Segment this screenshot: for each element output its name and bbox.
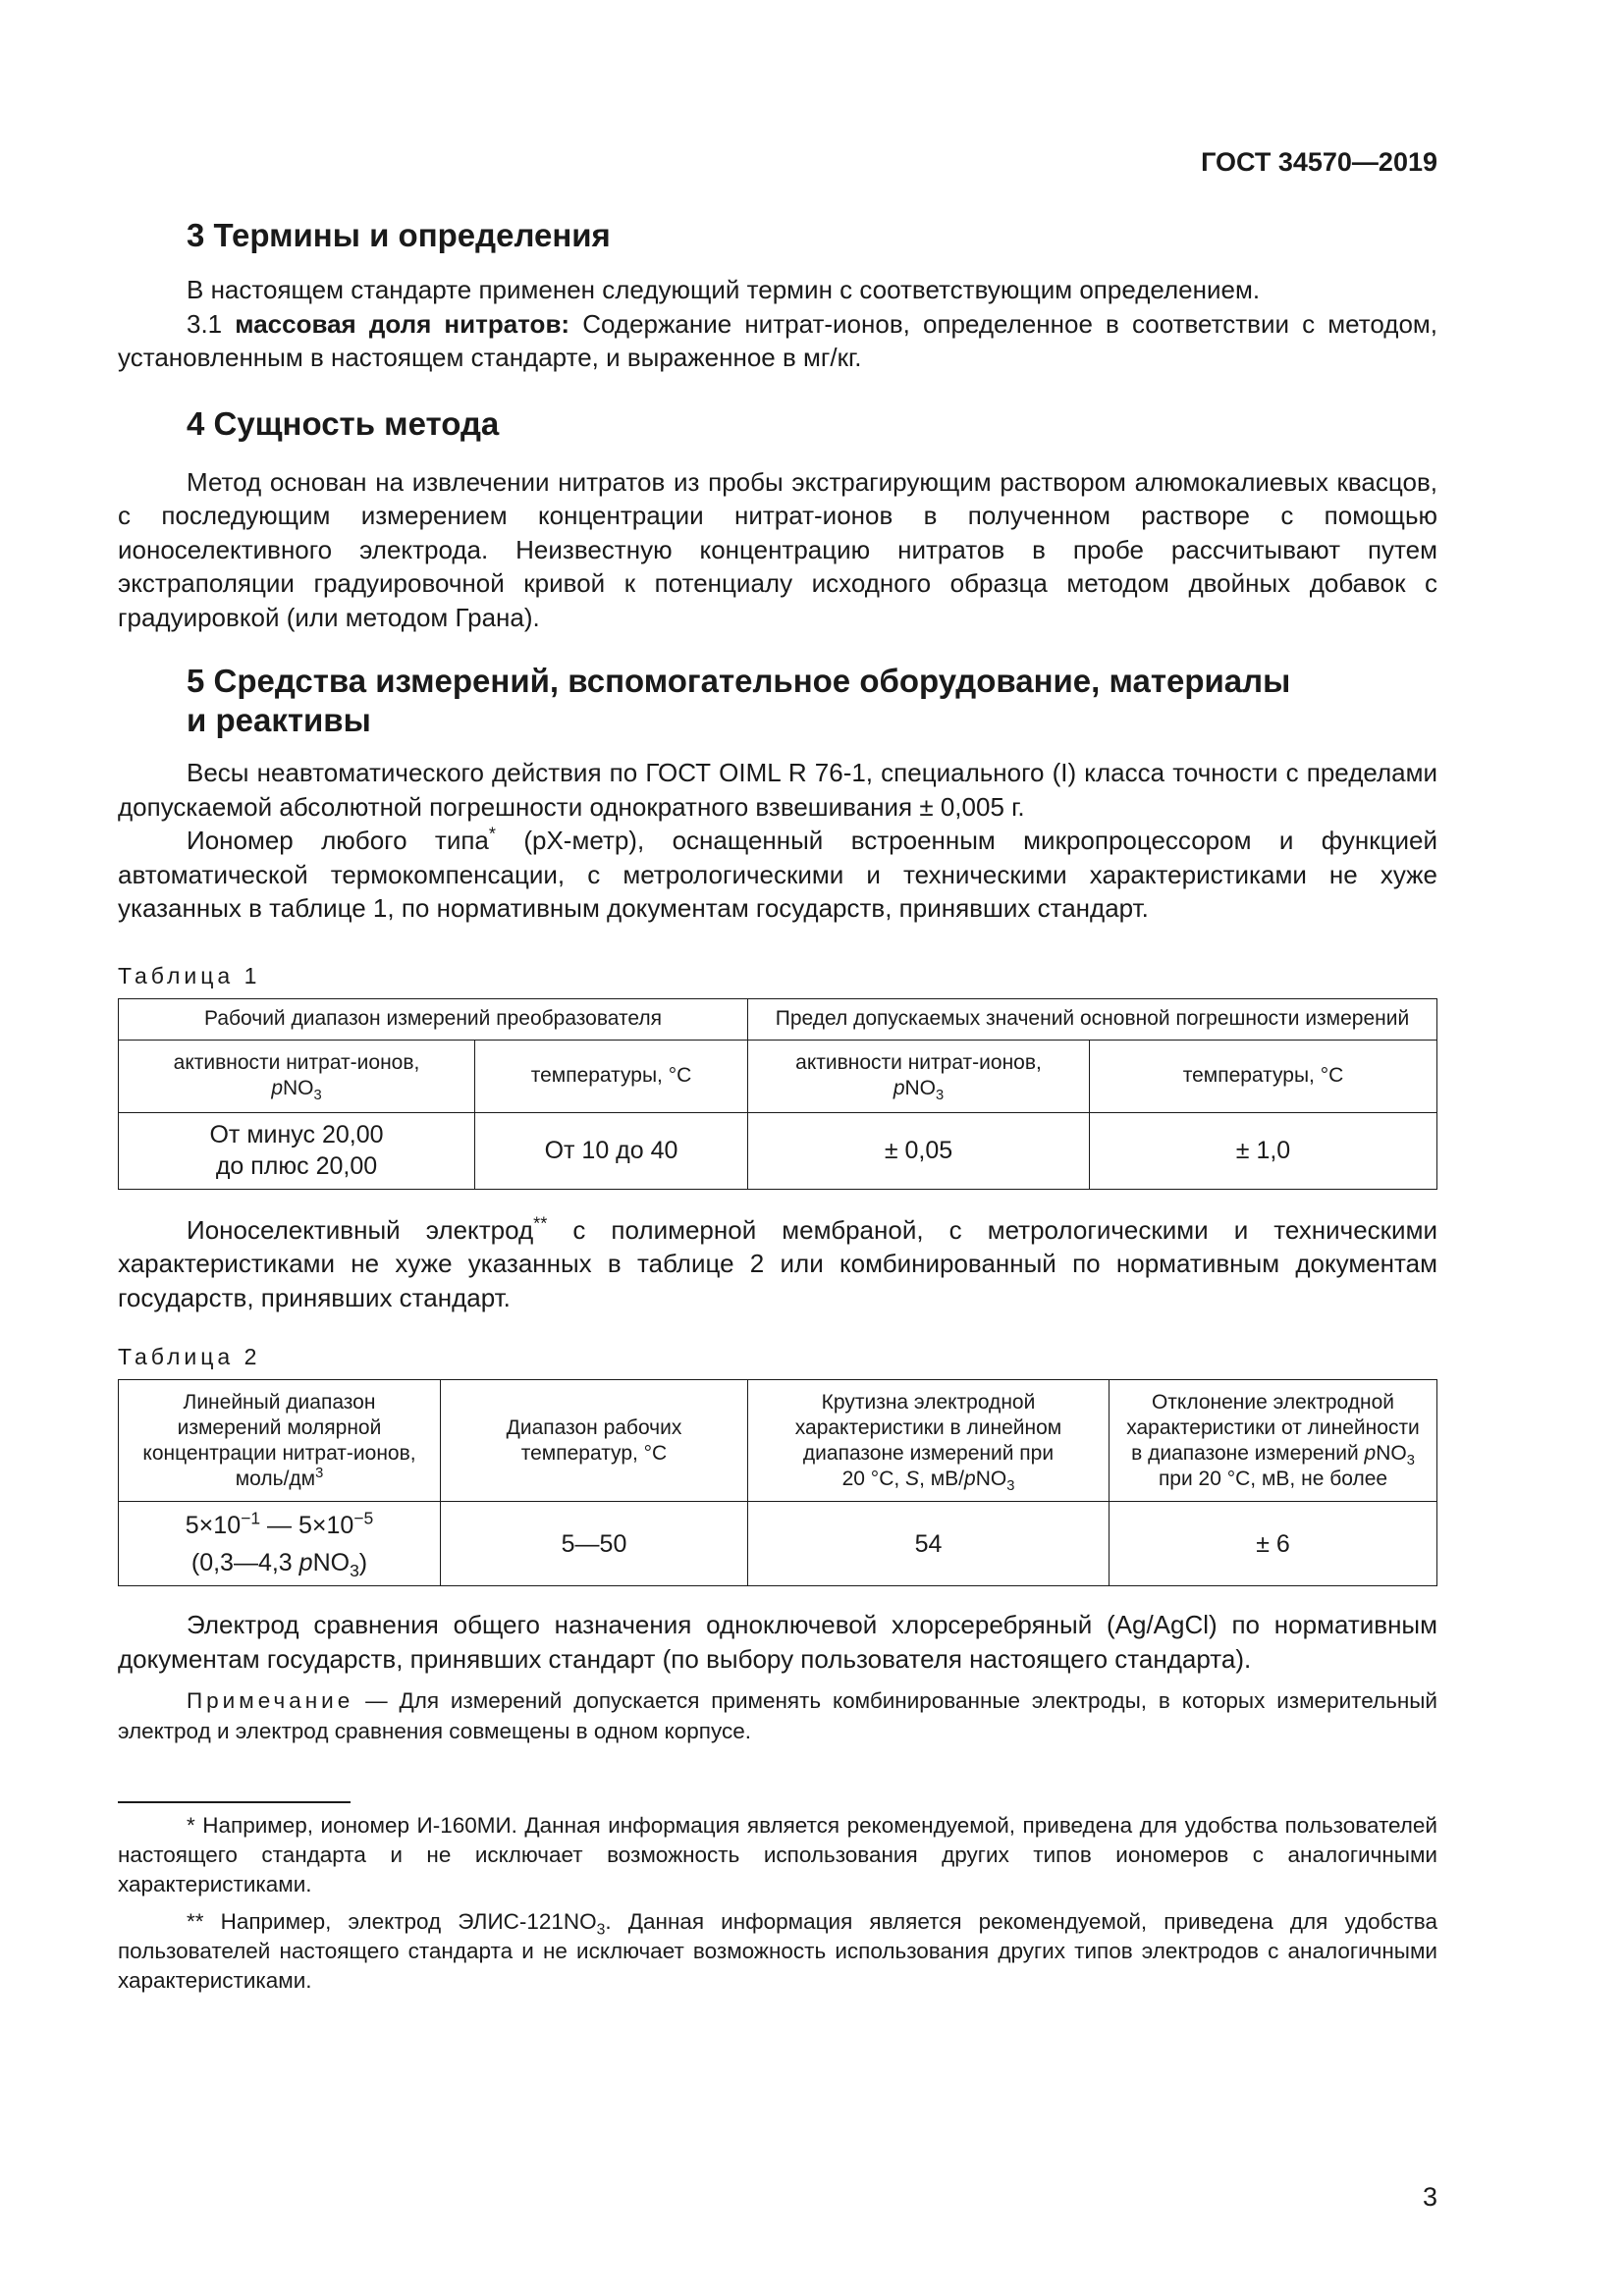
table-1-value-temperature-range: От 10 до 40 <box>475 1112 748 1189</box>
section-3-intro: В настоящем стандарте применен следующий термин с соответствующим определением. <box>187 275 1261 304</box>
header-line: характеристики в линейном <box>794 1415 1062 1439</box>
superscript: 3 <box>315 1465 324 1481</box>
table-1-caption: Таблица 1 <box>118 962 261 988</box>
value-part: — 5×10 <box>260 1511 354 1539</box>
document-number-header: ГОСТ 34570—2019 <box>1201 147 1437 177</box>
section-4-text: Метод основан на извлечении нитратов из пробы экстрагирующим раствором алюмокалиевых квасцов, с последующим измерением концентрации нитрат-ионов в полученном растворе с помощью ионоселективного электрода. Неизвестную концентрацию нитратов в пробе рассчитывают путем экстраполяции градуировочной кривой к потенциалу исходного образца методом двойных добавок с градуировкой (или методом Грана). <box>118 466 1437 632</box>
page-content <box>118 216 1437 1996</box>
subscript: 3 <box>313 1088 322 1104</box>
col-activity-label: активности нитрат-ионов, <box>173 1051 420 1074</box>
page-number: 3 <box>1422 2182 1437 2212</box>
scales-paragraph: Весы неавтоматического действия по ГОСТ OIML R 76-1, специального (I) класса точности с пределами допускаемой абсолютной погрешности однократного взвешивания ± 0,005 г. <box>118 758 1437 822</box>
p-symbol: p <box>271 1077 283 1099</box>
footnote-2 <box>118 1907 1437 1996</box>
header-line: в диапазоне измерений <box>1131 1441 1365 1465</box>
unit-text: , мВ/ <box>919 1467 965 1490</box>
section-5-title-line2: и реактивы <box>187 702 371 738</box>
subscript: 3 <box>936 1088 945 1104</box>
header-line: 20 °С, <box>841 1467 906 1490</box>
section-5-title-line1: 5 Средства измерений, вспомогательное оборудование, материалы <box>187 663 1291 699</box>
footnote-ref-1: * <box>488 824 496 844</box>
subscript: 3 <box>1406 1452 1415 1468</box>
header-line: Крутизна электродной <box>821 1390 1036 1414</box>
col-error-activity-label: активности нитрат-ионов, <box>795 1051 1042 1074</box>
term-name: массовая доля нитратов: <box>235 308 570 339</box>
table-1-col-temperature: температуры, °С <box>475 1040 748 1112</box>
table-2 <box>118 1379 1437 1586</box>
table-1 <box>118 998 1437 1190</box>
no-symbol: NO <box>1376 1441 1407 1465</box>
header-line: при 20 °С, мВ, не более <box>1158 1467 1388 1490</box>
table-2-value-slope: 54 <box>748 1502 1110 1586</box>
header-line: моль/дм <box>235 1467 316 1490</box>
table-2-col-temperature-range <box>441 1380 748 1502</box>
ion-selective-electrode-paragraph <box>118 1213 1437 1315</box>
table-2-col-slope <box>748 1380 1110 1502</box>
table-2-value-temperature: 5—50 <box>441 1502 748 1586</box>
p-symbol: p <box>1364 1441 1377 1465</box>
section-3-title: 3 Термины и определения <box>187 217 611 253</box>
table-2-caption: Таблица 2 <box>118 1344 261 1369</box>
p-symbol: p <box>893 1077 905 1099</box>
value-part: 5×10 <box>185 1511 242 1539</box>
table-1-group-range: Рабочий диапазон измерений преобразователя <box>119 998 748 1040</box>
note <box>118 1685 1437 1746</box>
footnote-1: * Например, иономер И-160МИ. Данная информация является рекомендуемой, приведена для удобства пользователей настоящего стандарта и не исключает возможность использования других типов иономеров с аналогичными характеристиками. <box>118 1813 1437 1896</box>
no-symbol: NO <box>283 1077 314 1099</box>
footnote-2-text-b: . Данная информация является рекомендуемой, приведена для удобства пользователей настоящего стандарта и не исключает возможность использования других типов электродов с аналогичными характеристиками. <box>118 1909 1437 1993</box>
footnote-2-text-a: ** Например, электрод ЭЛИС-121NO <box>187 1909 597 1934</box>
table-1-group-error: Предел допускаемых значений основной погрешности измерений <box>748 998 1437 1040</box>
term-number: 3.1 <box>187 308 223 339</box>
section-5-title <box>118 662 1437 740</box>
note-text: — Для измерений допускается применять комбинированные электроды, в которых измерительный электрод и электрод сравнения совмещены в одном корпусе. <box>118 1688 1437 1743</box>
footnote-divider <box>118 1801 351 1803</box>
no-symbol: NO <box>904 1077 936 1099</box>
value-part: ) <box>358 1548 368 1576</box>
range-line-1: От минус 20,00 <box>209 1121 384 1148</box>
table-2-col-linear-range <box>119 1380 441 1502</box>
table-2-value-deviation: ± 6 <box>1110 1502 1437 1586</box>
p-symbol: p <box>298 1548 313 1576</box>
table-1-value-temperature-error: ± 1,0 <box>1090 1112 1437 1189</box>
section-4-title: 4 Сущность метода <box>187 404 500 442</box>
p-symbol: p <box>964 1467 976 1490</box>
ionomer-text-a: Иономер любого типа <box>187 826 489 855</box>
header-line: температур, °С <box>520 1441 668 1465</box>
reference-electrode-paragraph: Электрод сравнения общего назначения одноключевой хлорсеребряный (Ag/AgCl) по нормативным документам государств, принявших стандарт (по выбору пользователя настоящего стандарта). <box>118 1610 1437 1674</box>
no-symbol: NO <box>975 1467 1007 1490</box>
header-line: Диапазон рабочих <box>506 1415 682 1439</box>
range-line-2: до плюс 20,00 <box>215 1152 378 1180</box>
electrode-text-a: Ионоселективный электрод <box>187 1214 534 1245</box>
electrode-text-b: с полимерной мембраной, с метрологическими и техническими характеристиками не хуже указанных в таблице 2 или комбинированный по нормативным документам государств, принявших стандарт. <box>118 1214 1437 1312</box>
s-symbol: S <box>905 1467 920 1490</box>
ionomer-text-b: (рХ-метр), оснащенный встроенным микропроцессором и функцией автоматической термокомпенсации, с метрологическими и техническими характеристиками не хуже указанных в таблице 1, по нормативным документам государств, принявших стандарт. <box>118 826 1437 923</box>
footnote-ref-2: ** <box>533 1212 548 1233</box>
note-label: Примечание <box>187 1688 354 1713</box>
table-1-col-activity <box>119 1040 475 1112</box>
table-1-col-error-activity <box>748 1040 1090 1112</box>
subscript: 3 <box>596 1921 606 1939</box>
table-1-value-activity-range <box>119 1112 475 1189</box>
header-line: концентрации нитрат-ионов, <box>142 1441 416 1465</box>
no-symbol: NO <box>312 1548 351 1576</box>
header-line: Отклонение электродной <box>1151 1390 1395 1414</box>
header-line: Линейный диапазон <box>183 1390 376 1414</box>
term-definition: Содержание нитрат-ионов, определенное в соответствии с методом, установленным в настоящем стандарте, и выраженное в мг/кг. <box>118 308 1437 372</box>
header-line: измерений молярной <box>177 1415 382 1439</box>
exponent: −1 <box>241 1508 261 1528</box>
exponent: −5 <box>353 1508 374 1528</box>
table-1-col-error-temperature: температуры, °С <box>1090 1040 1437 1112</box>
term-3-1 <box>118 307 1437 375</box>
table-2-col-deviation <box>1110 1380 1437 1502</box>
header-line: диапазоне измерений при <box>802 1441 1055 1465</box>
subscript: 3 <box>1006 1477 1015 1494</box>
ionomer-paragraph <box>118 824 1437 926</box>
header-line: характеристики от линейности <box>1126 1415 1420 1439</box>
table-2-value-linear-range <box>119 1502 441 1586</box>
table-1-value-activity-error: ± 0,05 <box>748 1112 1090 1189</box>
subscript: 3 <box>350 1560 359 1580</box>
value-part: (0,3—4,3 <box>190 1548 299 1576</box>
